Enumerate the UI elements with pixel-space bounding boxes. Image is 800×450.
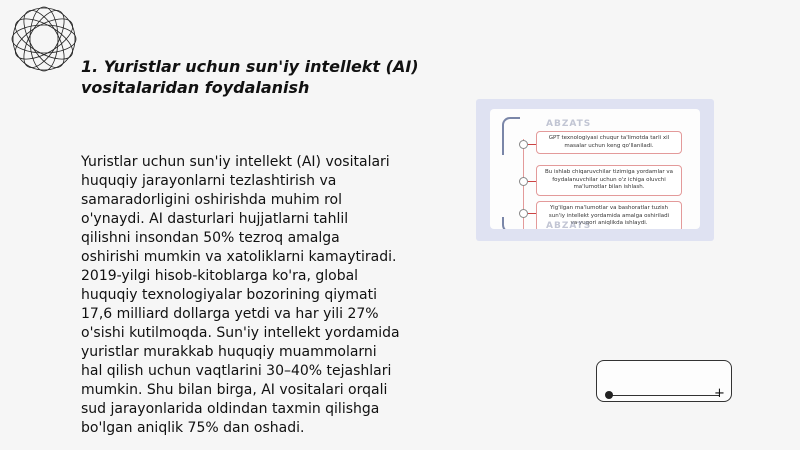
slide-body-text	[81, 153, 426, 438]
card-line: ma'lumotlar bilan ishlash.	[573, 184, 645, 190]
infographic-image	[476, 99, 714, 241]
bracket-decoration	[502, 217, 520, 229]
infographic-canvas	[490, 109, 700, 229]
timeline-connector	[528, 213, 536, 214]
slide-title	[81, 56, 441, 98]
timeline-dot	[519, 209, 528, 218]
body-line: 2019-yilgi hisob-kitoblarga ko'ra, global	[81, 268, 359, 284]
slider-knob-icon[interactable]	[605, 391, 613, 399]
body-line: huquqiy texnologiyalar bozorining qiymati	[81, 287, 378, 303]
body-line: yuristlar murakkab huquqiy muammolarni	[81, 344, 377, 360]
timeline-connector	[528, 181, 536, 182]
body-line: oshirishi mumkin va xatoliklarni kamaytiradi.	[81, 249, 397, 265]
body-line: mumkin. Shu bilan birga, AI vositalari orqali	[81, 382, 388, 398]
body-line: sud jarayonlarida oldindan taxmin qilishga	[81, 401, 380, 417]
body-line: hal qilish uchun vaqtlarini 30–40% tejashlari	[81, 363, 392, 379]
infographic-card	[536, 165, 682, 196]
bracket-decoration	[502, 117, 520, 155]
seek-bar[interactable]	[608, 395, 720, 396]
slide-title-line: 1. Yuristlar uchun sun'iy intellekt (AI)	[81, 57, 419, 76]
card-line: va yuqori aniqlikda ishlaydi.	[570, 220, 648, 226]
panel-heading-top: ABZATS	[546, 119, 592, 129]
plus-icon[interactable]: +	[714, 386, 725, 401]
card-line: sun'iy intellekt yordamida amalga oshiriladi	[548, 212, 670, 219]
body-line: o'sishi kutilmoqda. Sun'iy intellekt yordamida	[81, 325, 400, 341]
slide-title-line: vositalaridan foydalanish	[81, 78, 310, 97]
timeline-dot	[519, 177, 528, 186]
body-line: samaradorligini oshirishda muhim rol	[81, 192, 343, 208]
body-line: bo'lgan aniqlik 75% dan oshadi.	[81, 420, 305, 436]
body-line: Yuristlar uchun sun'iy intellekt (AI) vositalari	[81, 154, 390, 170]
body-line: 17,6 milliard dollarga yetdi va har yili 27%	[81, 306, 379, 322]
timeline-connector	[528, 144, 536, 145]
geometric-circle-logo-icon	[6, 4, 82, 74]
timeline-dot	[519, 140, 528, 149]
card-line: GPT texnologiyasi chuqur ta'limotda tarli xil	[548, 135, 670, 141]
body-line: huquqiy jarayonlarni tezlashtirish va	[81, 173, 337, 189]
card-line: masalar uchun keng qo'llaniladi.	[564, 142, 654, 149]
card-line: Bu ishlab chiqaruvchilar tizimiga yordamlar va	[544, 169, 673, 175]
body-line: qilishni insondan 50% tezroq amalga	[81, 230, 340, 246]
infographic-card	[536, 131, 682, 154]
card-line: foydalanuvchilar uchun o'z ichiga oluvchi	[552, 176, 666, 183]
panel-heading-bottom: ABZATS	[546, 221, 592, 229]
card-line: Yig'ilgan ma'lumotlar va bashoratlar tuzish	[550, 205, 668, 211]
body-line: o'ynaydi. AI dasturlari hujjatlarni tahlil	[81, 211, 349, 227]
media-player[interactable]	[596, 360, 732, 402]
